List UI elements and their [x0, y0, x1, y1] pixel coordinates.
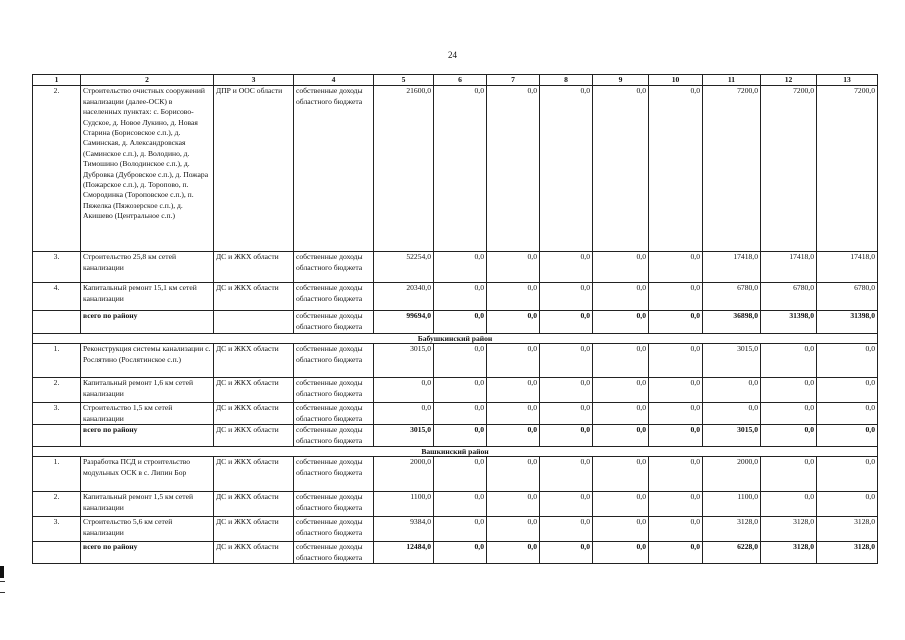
row-executor: ДС и ЖКХ области — [214, 517, 294, 542]
value-cell: 0,0 — [540, 378, 593, 403]
value-cell: 0,0 — [540, 425, 593, 447]
row-executor: ДС и ЖКХ области — [214, 403, 294, 425]
header-cell: 9 — [593, 75, 649, 86]
value-cell: 0,0 — [649, 517, 703, 542]
value-cell: 0,0 — [817, 492, 878, 517]
value-cell: 3015,0 — [374, 425, 434, 447]
value-cell: 3128,0 — [761, 517, 817, 542]
value-cell: 0,0 — [593, 344, 649, 378]
value-cell: 20340,0 — [374, 283, 434, 311]
value-cell: 3128,0 — [817, 542, 878, 564]
row-name: Капитальный ремонт 1,5 км сетей канализации — [81, 492, 214, 517]
value-cell: 3015,0 — [703, 425, 761, 447]
value-cell: 0,0 — [434, 344, 487, 378]
value-cell: 2000,0 — [374, 457, 434, 492]
header-cell: 5 — [374, 75, 434, 86]
row-name: Разработка ПСД и строительство модульных ОСК в с. Липин Бор — [81, 457, 214, 492]
value-cell: 0,0 — [649, 283, 703, 311]
value-cell: 0,0 — [649, 344, 703, 378]
table-row — [33, 344, 878, 378]
value-cell: 0,0 — [593, 425, 649, 447]
header-cell: 8 — [540, 75, 593, 86]
value-cell: 0,0 — [434, 86, 487, 252]
row-executor: ДС и ЖКХ области — [214, 542, 294, 564]
value-cell: 3128,0 — [817, 517, 878, 542]
value-cell: 0,0 — [703, 403, 761, 425]
row-funding-source: собственные доходы областного бюджета — [294, 86, 374, 252]
value-cell: 0,0 — [593, 283, 649, 311]
row-number: 3. — [33, 403, 81, 425]
value-cell: 0,0 — [434, 403, 487, 425]
value-cell: 0,0 — [593, 403, 649, 425]
row-name: Строительство очистных сооружений канализации (далее-ОСК) в населенных пунктах: с. Борисово-Судское, д. Новое Лукино, д. Новая Старина (Борисовское с.п.), д. Саминская, д. Александровская (Саминское с.п.), д. Володино, д. Тимошино (Володинское с.п.), д. Дубровка (Дубровское с.п.), д. Пожара (Пожарское с.п.), д. Торопово, п. Смородинка (Тороповское с.п.), п. Пяжелка (Пяжозерское с.п.), д. Акишево (Центральное с.п.) — [81, 86, 214, 252]
table-row — [33, 283, 878, 311]
row-name: всего по району — [81, 425, 214, 447]
value-cell: 0,0 — [434, 311, 487, 334]
value-cell: 31398,0 — [761, 311, 817, 334]
header-cell: 7 — [487, 75, 540, 86]
value-cell: 0,0 — [540, 542, 593, 564]
scan-edge-mark — [0, 566, 4, 578]
value-cell: 0,0 — [761, 378, 817, 403]
header-cell: 6 — [434, 75, 487, 86]
row-executor: ДС и ЖКХ области — [214, 425, 294, 447]
table-row — [33, 517, 878, 542]
value-cell: 0,0 — [434, 457, 487, 492]
value-cell: 0,0 — [487, 457, 540, 492]
value-cell: 0,0 — [434, 542, 487, 564]
scan-edge-line — [0, 592, 5, 593]
value-cell: 0,0 — [649, 425, 703, 447]
header-cell: 4 — [294, 75, 374, 86]
row-funding-source: собственные доходы областного бюджета — [294, 378, 374, 403]
value-cell: 0,0 — [649, 457, 703, 492]
table-body — [33, 86, 878, 564]
value-cell: 0,0 — [487, 492, 540, 517]
row-funding-source: собственные доходы областного бюджета — [294, 311, 374, 334]
value-cell: 7200,0 — [703, 86, 761, 252]
row-executor: ДС и ЖКХ области — [214, 378, 294, 403]
row-name: Капитальный ремонт 1,6 км сетей канализации — [81, 378, 214, 403]
value-cell: 6780,0 — [703, 283, 761, 311]
value-cell: 0,0 — [434, 252, 487, 283]
value-cell: 0,0 — [761, 457, 817, 492]
value-cell: 9384,0 — [374, 517, 434, 542]
row-funding-source: собственные доходы областного бюджета — [294, 492, 374, 517]
table-row — [33, 252, 878, 283]
value-cell: 0,0 — [487, 311, 540, 334]
header-cell: 13 — [817, 75, 878, 86]
total-row — [33, 311, 878, 334]
value-cell: 3128,0 — [761, 542, 817, 564]
value-cell: 0,0 — [761, 344, 817, 378]
scan-edge-line — [0, 581, 5, 582]
value-cell: 0,0 — [649, 86, 703, 252]
value-cell: 0,0 — [649, 403, 703, 425]
row-number: 4. — [33, 283, 81, 311]
value-cell: 0,0 — [593, 542, 649, 564]
row-funding-source: собственные доходы областного бюджета — [294, 283, 374, 311]
section-title: Вашкинский район — [33, 447, 878, 457]
row-executor: ДС и ЖКХ области — [214, 252, 294, 283]
table-row — [33, 457, 878, 492]
value-cell: 0,0 — [487, 517, 540, 542]
value-cell: 0,0 — [761, 403, 817, 425]
value-cell: 0,0 — [649, 492, 703, 517]
value-cell: 0,0 — [540, 252, 593, 283]
value-cell: 7200,0 — [817, 86, 878, 252]
value-cell: 0,0 — [487, 283, 540, 311]
value-cell: 0,0 — [593, 457, 649, 492]
value-cell: 1100,0 — [703, 492, 761, 517]
value-cell: 17418,0 — [761, 252, 817, 283]
row-number: 3. — [33, 252, 81, 283]
value-cell: 0,0 — [540, 86, 593, 252]
row-funding-source: собственные доходы областного бюджета — [294, 403, 374, 425]
value-cell: 0,0 — [649, 311, 703, 334]
value-cell: 3015,0 — [374, 344, 434, 378]
value-cell: 0,0 — [761, 425, 817, 447]
row-name: Строительство 5,6 км сетей канализации — [81, 517, 214, 542]
row-number — [33, 425, 81, 447]
value-cell: 0,0 — [593, 517, 649, 542]
total-row — [33, 425, 878, 447]
row-name: Строительство 1,5 км сетей канализации — [81, 403, 214, 425]
value-cell: 0,0 — [434, 283, 487, 311]
section-row — [33, 334, 878, 344]
value-cell: 0,0 — [649, 378, 703, 403]
value-cell: 0,0 — [703, 378, 761, 403]
value-cell: 0,0 — [593, 492, 649, 517]
page-number: 24 — [448, 50, 457, 60]
value-cell: 0,0 — [487, 403, 540, 425]
value-cell: 0,0 — [487, 542, 540, 564]
value-cell: 17418,0 — [817, 252, 878, 283]
row-executor: ДС и ЖКХ области — [214, 492, 294, 517]
value-cell: 0,0 — [593, 86, 649, 252]
row-name: Строительство 25,8 км сетей канализации — [81, 252, 214, 283]
value-cell: 3128,0 — [703, 517, 761, 542]
value-cell: 0,0 — [593, 252, 649, 283]
row-number — [33, 311, 81, 334]
row-number: 2. — [33, 492, 81, 517]
row-executor: ДПР и ООС области — [214, 86, 294, 252]
value-cell: 1100,0 — [374, 492, 434, 517]
header-row — [33, 75, 878, 86]
row-funding-source: собственные доходы областного бюджета — [294, 517, 374, 542]
value-cell: 0,0 — [817, 457, 878, 492]
header-cell: 12 — [761, 75, 817, 86]
row-number — [33, 542, 81, 564]
row-name: всего по району — [81, 311, 214, 334]
value-cell: 21600,0 — [374, 86, 434, 252]
value-cell: 36898,0 — [703, 311, 761, 334]
row-number: 1. — [33, 457, 81, 492]
row-number: 3. — [33, 517, 81, 542]
value-cell: 0,0 — [817, 378, 878, 403]
row-number: 2. — [33, 86, 81, 252]
row-executor: ДС и ЖКХ области — [214, 344, 294, 378]
value-cell: 0,0 — [487, 86, 540, 252]
value-cell: 0,0 — [374, 403, 434, 425]
value-cell: 0,0 — [817, 425, 878, 447]
row-funding-source: собственные доходы областного бюджета — [294, 457, 374, 492]
row-executor: ДС и ЖКХ области — [214, 283, 294, 311]
value-cell: 31398,0 — [817, 311, 878, 334]
row-number: 1. — [33, 344, 81, 378]
row-funding-source: собственные доходы областного бюджета — [294, 542, 374, 564]
value-cell: 0,0 — [817, 403, 878, 425]
row-executor: ДС и ЖКХ области — [214, 457, 294, 492]
value-cell: 0,0 — [487, 344, 540, 378]
value-cell: 99694,0 — [374, 311, 434, 334]
value-cell: 0,0 — [540, 344, 593, 378]
row-number: 2. — [33, 378, 81, 403]
value-cell: 0,0 — [434, 492, 487, 517]
value-cell: 6780,0 — [817, 283, 878, 311]
budget-table — [32, 74, 878, 564]
value-cell: 0,0 — [817, 344, 878, 378]
header-cell: 2 — [81, 75, 214, 86]
value-cell: 0,0 — [540, 457, 593, 492]
section-row — [33, 447, 878, 457]
row-funding-source: собственные доходы областного бюджета — [294, 344, 374, 378]
value-cell: 0,0 — [540, 517, 593, 542]
value-cell: 0,0 — [649, 542, 703, 564]
value-cell: 0,0 — [540, 492, 593, 517]
value-cell: 2000,0 — [703, 457, 761, 492]
value-cell: 0,0 — [761, 492, 817, 517]
value-cell: 0,0 — [593, 311, 649, 334]
table-row — [33, 378, 878, 403]
value-cell: 0,0 — [374, 378, 434, 403]
row-name: Реконструкция системы канализации с. Рослятино (Рослятинское с.п.) — [81, 344, 214, 378]
value-cell: 17418,0 — [703, 252, 761, 283]
value-cell: 0,0 — [487, 252, 540, 283]
section-title: Бабушкинский район — [33, 334, 878, 344]
table-row — [33, 403, 878, 425]
row-funding-source: собственные доходы областного бюджета — [294, 252, 374, 283]
value-cell: 0,0 — [434, 425, 487, 447]
value-cell: 0,0 — [540, 283, 593, 311]
value-cell: 0,0 — [434, 378, 487, 403]
value-cell: 6228,0 — [703, 542, 761, 564]
value-cell: 0,0 — [540, 403, 593, 425]
value-cell: 0,0 — [434, 517, 487, 542]
header-cell: 11 — [703, 75, 761, 86]
row-executor — [214, 311, 294, 334]
value-cell: 12484,0 — [374, 542, 434, 564]
table-row — [33, 492, 878, 517]
value-cell: 7200,0 — [761, 86, 817, 252]
row-funding-source: собственные доходы областного бюджета — [294, 425, 374, 447]
value-cell: 0,0 — [593, 378, 649, 403]
value-cell: 3015,0 — [703, 344, 761, 378]
value-cell: 52254,0 — [374, 252, 434, 283]
table-row — [33, 86, 878, 252]
value-cell: 6780,0 — [761, 283, 817, 311]
header-cell: 3 — [214, 75, 294, 86]
value-cell: 0,0 — [487, 378, 540, 403]
row-name: Капитальный ремонт 15,1 км сетей канализации — [81, 283, 214, 311]
header-cell: 1 — [33, 75, 81, 86]
value-cell: 0,0 — [540, 311, 593, 334]
value-cell: 0,0 — [649, 252, 703, 283]
row-name: всего по району — [81, 542, 214, 564]
value-cell: 0,0 — [487, 425, 540, 447]
header-cell: 10 — [649, 75, 703, 86]
total-row — [33, 542, 878, 564]
